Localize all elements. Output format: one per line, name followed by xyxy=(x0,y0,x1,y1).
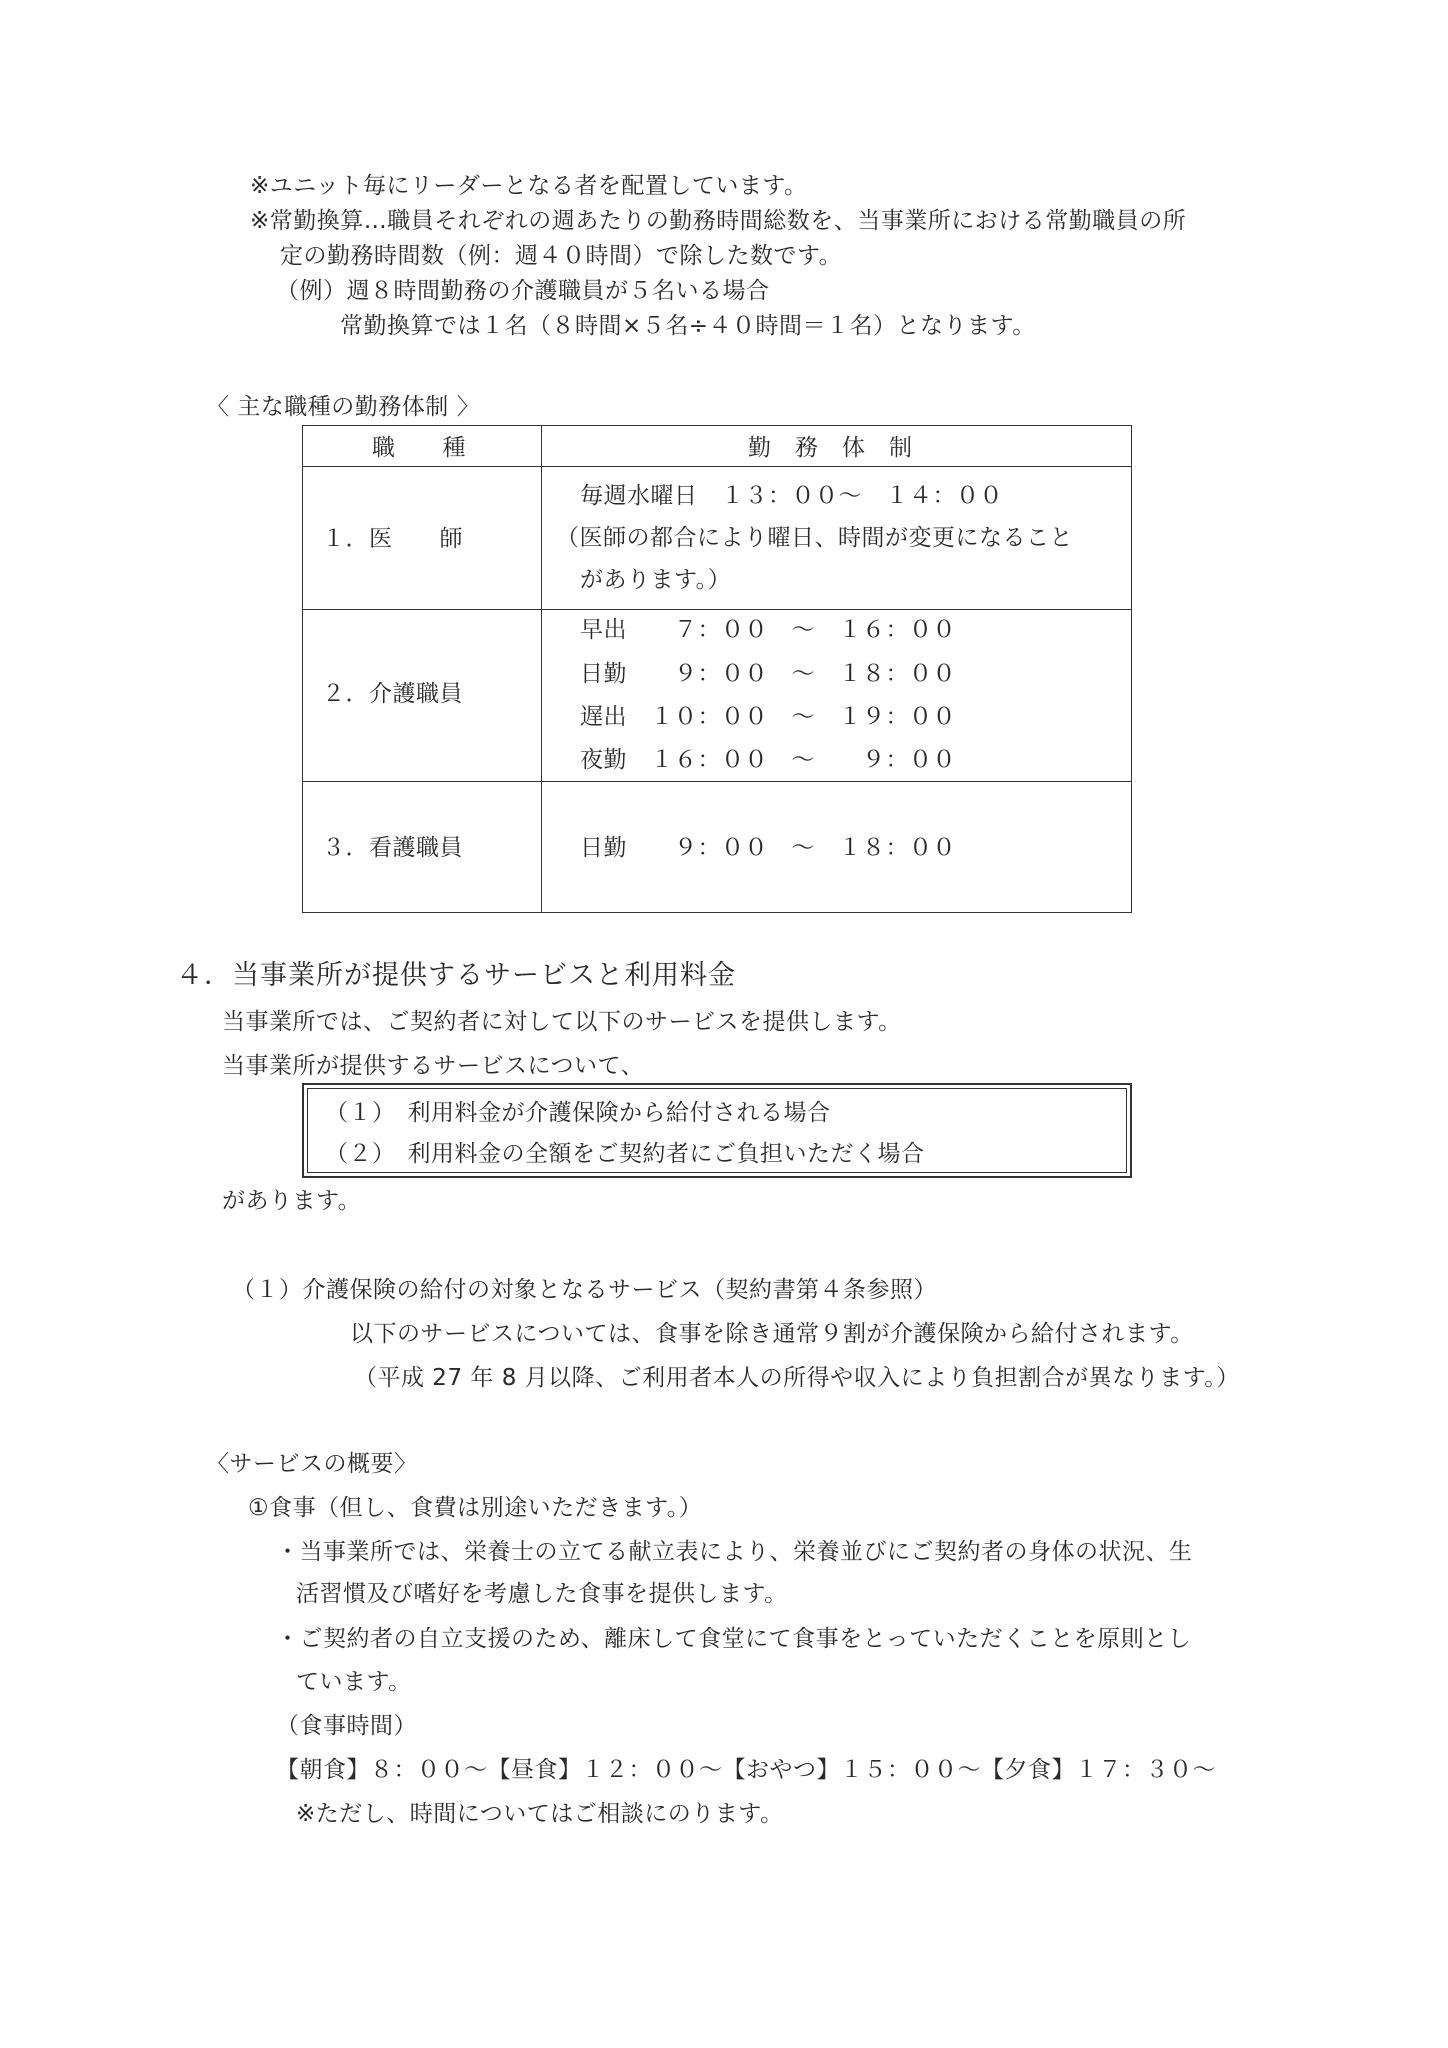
note-fte-definition: ※常勤換算…職員それぞれの週あたりの勤務時間総数を、当事業所における常勤職員の所 xyxy=(250,208,1187,234)
table-column-divider xyxy=(541,425,542,913)
table-row-divider xyxy=(302,781,1132,782)
meal-service-title: ①食事（但し、食費は別途いただきます。） xyxy=(248,1495,703,1521)
insurance-services-title: （１）介護保険の給付の対象となるサービス（契約書第４条参照） xyxy=(232,1277,937,1303)
row-care-shift-night: 夜勤 １６：００ ～ ９：００ xyxy=(580,747,956,773)
service-overview-title: 〈サービスの概要〉 xyxy=(206,1451,418,1477)
section-4-title: ４．当事業所が提供するサービスと利用料金 xyxy=(176,960,736,991)
note-unit-leader: ※ユニット毎にリーダーとなる者を配置しています。 xyxy=(250,173,808,199)
meal-time-label: （食事時間） xyxy=(276,1713,417,1739)
section-4-intro: 当事業所では、ご契約者に対して以下のサービスを提供します。 xyxy=(222,1009,902,1035)
row-doctor-label: １．医 師 xyxy=(322,526,463,552)
section-4-closing: があります。 xyxy=(222,1188,362,1214)
meal-times: 【朝食】８：００～【昼食】１２：００～【おやつ】１５：００～【夕食】１７：３０～ xyxy=(276,1757,1216,1783)
note-example: （例）週８時間勤務の介護職員が５名いる場合 xyxy=(276,278,770,304)
row-care-shift-late: 遅出 １０：００ ～ １９：００ xyxy=(580,704,956,730)
note-fte-definition-cont: 定の勤務時間数（例：週４０時間）で除した数です。 xyxy=(280,243,843,269)
col-header-job: 職 種 xyxy=(372,435,466,461)
table-header-divider xyxy=(302,466,1132,467)
row-care-shift-early: 早出 ７：００ ～ １６：００ xyxy=(580,617,956,643)
row-doctor-note-cont: があります。） xyxy=(580,567,732,593)
meal-bullet-1-cont: 活習慣及び嗜好を考慮した食事を提供します。 xyxy=(296,1581,788,1607)
note-example-calc: 常勤換算では１名（８時間×５名÷４０時間＝１名）となります。 xyxy=(340,313,1036,339)
meal-bullet-2: ・ご契約者の自立支援のため、離床して食堂にて食事をとっていただくことを原則とし xyxy=(276,1626,1192,1652)
row-nurse-label: ３．看護職員 xyxy=(322,835,463,861)
row-nurse-shift-day: 日勤 ９：００ ～ １８：００ xyxy=(580,835,956,861)
meal-bullet-1: ・当事業所では、栄養士の立てる献立表により、栄養並びにご契約者の身体の状況、生 xyxy=(276,1539,1193,1565)
fee-type-insurance: （１） 利用料金が介護保険から給付される場合 xyxy=(325,1100,831,1126)
row-care-shift-day: 日勤 ９：００ ～ １８：００ xyxy=(580,661,956,687)
insurance-services-desc: 以下のサービスについては、食事を除き通常９割が介護保険から給付されます。 xyxy=(350,1321,1194,1347)
meal-time-note: ※ただし、時間についてはご相談にのります。 xyxy=(296,1801,784,1827)
fee-type-self-pay: （２） 利用料金の全額をご契約者にご負担いただく場合 xyxy=(325,1141,925,1167)
schedule-heading: 〈 主な職種の勤務体制 〉 xyxy=(206,394,481,420)
row-care-label: ２．介護職員 xyxy=(322,681,463,707)
row-doctor-note: （医師の都合により曜日、時間が変更になること xyxy=(556,525,1073,551)
section-4-intro-cont: 当事業所が提供するサービスについて、 xyxy=(222,1053,645,1079)
insurance-services-note: （平成 27 年 8 月以降、ご利用者本人の所得や収入により負担割合が異なります。） xyxy=(354,1365,1240,1391)
col-header-shift: 勤 務 体 制 xyxy=(748,435,913,461)
table-row-divider xyxy=(302,609,1132,610)
row-doctor-time: 毎週水曜日 １３：００～ １４：００ xyxy=(580,483,1003,509)
meal-bullet-2-cont: ています。 xyxy=(296,1669,412,1695)
